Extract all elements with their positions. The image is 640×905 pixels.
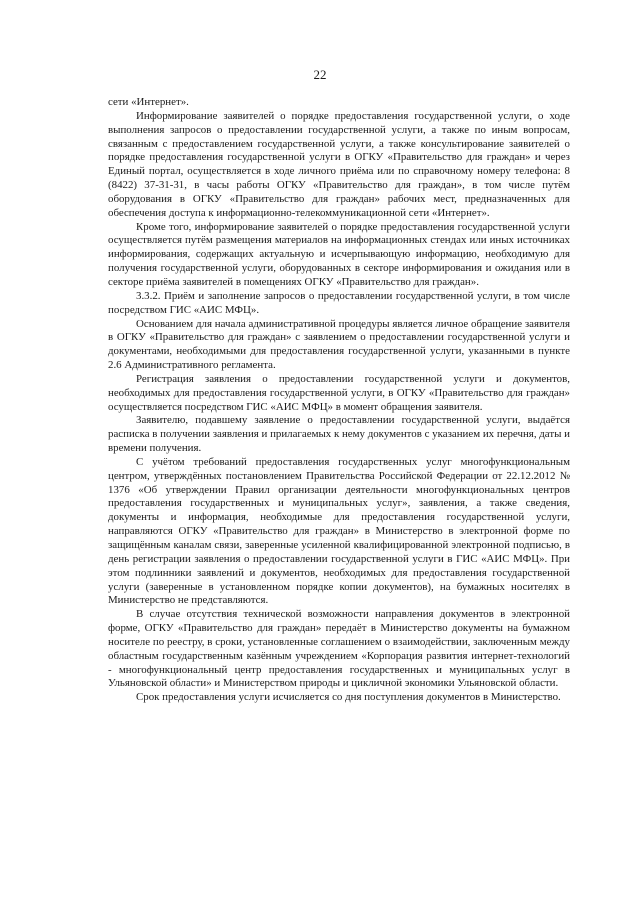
paragraph-paper-transfer: В случае отсутствия технической возможности направления документов в электронной форме, ОГКУ «Правительство для граждан» передаёт в Министерство документы на бумажном носителе по реестру, в сроки, установленные соглашением о взаимодействии, заключенным между областным государственным казённым учреждением «Корпорация развития интернет-технологий - многофункциональный центр предоставления государственных и муниципальных услуг в Ульяновской области» и Министерством природы и цикличной экономики Ульяновской области. — [108, 608, 570, 690]
paragraph-service-term: Срок предоставления услуги исчисляется со дня поступления документов в Министерство. — [136, 691, 561, 704]
paragraph-electronic-transfer: С учётом требований предоставления государственных услуг многофункциональным центром, утверждённых постановлением Правительства Российской Федерации от 22.12.2012 № 1376 «Об утверждении Правил организации деятельности многофункциональных центров предоставления государственных и муниципальных услуг», заявления, а также сведения, документы и информация, необходимые для предоставления государственной услуги, направляются ОГКУ «Правительство для граждан» в Министерство в электронной форме по защищённым каналам связи, заверенные усиленной квалифицированной электронной подписью, в день регистрации заявления о предоставлении государственной услуги в ГИС «АИС МФЦ». При этом подлинники заявлений и документов, необходимых для предоставления государственной услуги (заверенные в установленном порядке копии документов), на бумажных носителях в Министерство не представляются. — [108, 455, 570, 607]
document-body — [108, 96, 570, 705]
paragraph-informing-applicants: Информирование заявителей о порядке предоставления государственной услуги, о ходе выполнения запросов о предоставлении государственной услуги, а также по иным вопросам, связанным с предоставлением государственной услуги, а также консультирование заявителей о порядке предоставления государственной услуги в ОГКУ «Правительство для граждан» и через Единый портал, осуществляется в ходе личного приёма или по справочному номеру телефона: 8 (8422) 37-31-31, в часы работы ОГКУ «Правительство для граждан», в том числе путём оборудования в ОГКУ «Правительство для граждан» рабочих мест, предназначенных для обеспечения доступа к информационно-телекоммуникационной сети «Интернет». — [108, 109, 570, 219]
paragraph-continuation: сети «Интернет». — [108, 96, 189, 108]
page-number: 22 — [313, 67, 327, 82]
paragraph-info-stands: Кроме того, информирование заявителей о порядке предоставления государственной услуги осуществляется путём размещения материалов на информационных стендах или иных источниках информирования, содержащих актуальную и исчерпывающую информацию, необходимую для получения государственной услуги, оборудованных в секторе информирования и ожидания или в секторе приёма заявителей в помещениях ОГКУ «Правительство для граждан». — [108, 220, 570, 288]
paragraph-section-3-3-2: 3.3.2. Приём и заполнение запросов о предоставлении государственной услуги, в том числе посредством ГИС «АИС МФЦ». — [108, 289, 570, 316]
paragraph-basis-for-procedure: Основанием для начала административной процедуры является личное обращение заявителя в ОГКУ «Правительство для граждан» с заявлением о предоставлении государственной услуги и документами, необходимыми для предоставления государственной услуги, указанными в пункте 2.6 Административного регламента. — [108, 317, 570, 372]
paragraph-receipt: Заявителю, подавшему заявление о предоставлении государственной услуги, выдаётся расписка в получении заявления и прилагаемых к нему документов с указанием их перечня, даты и времени получения. — [108, 414, 570, 455]
paragraph-registration: Регистрация заявления о предоставлении государственной услуги и документов, необходимых для предоставления государственной услуги, в ОГКУ «Правительство для граждан» осуществляется посредством ГИС «АИС МФЦ» в момент обращения заявителя. — [108, 372, 570, 413]
